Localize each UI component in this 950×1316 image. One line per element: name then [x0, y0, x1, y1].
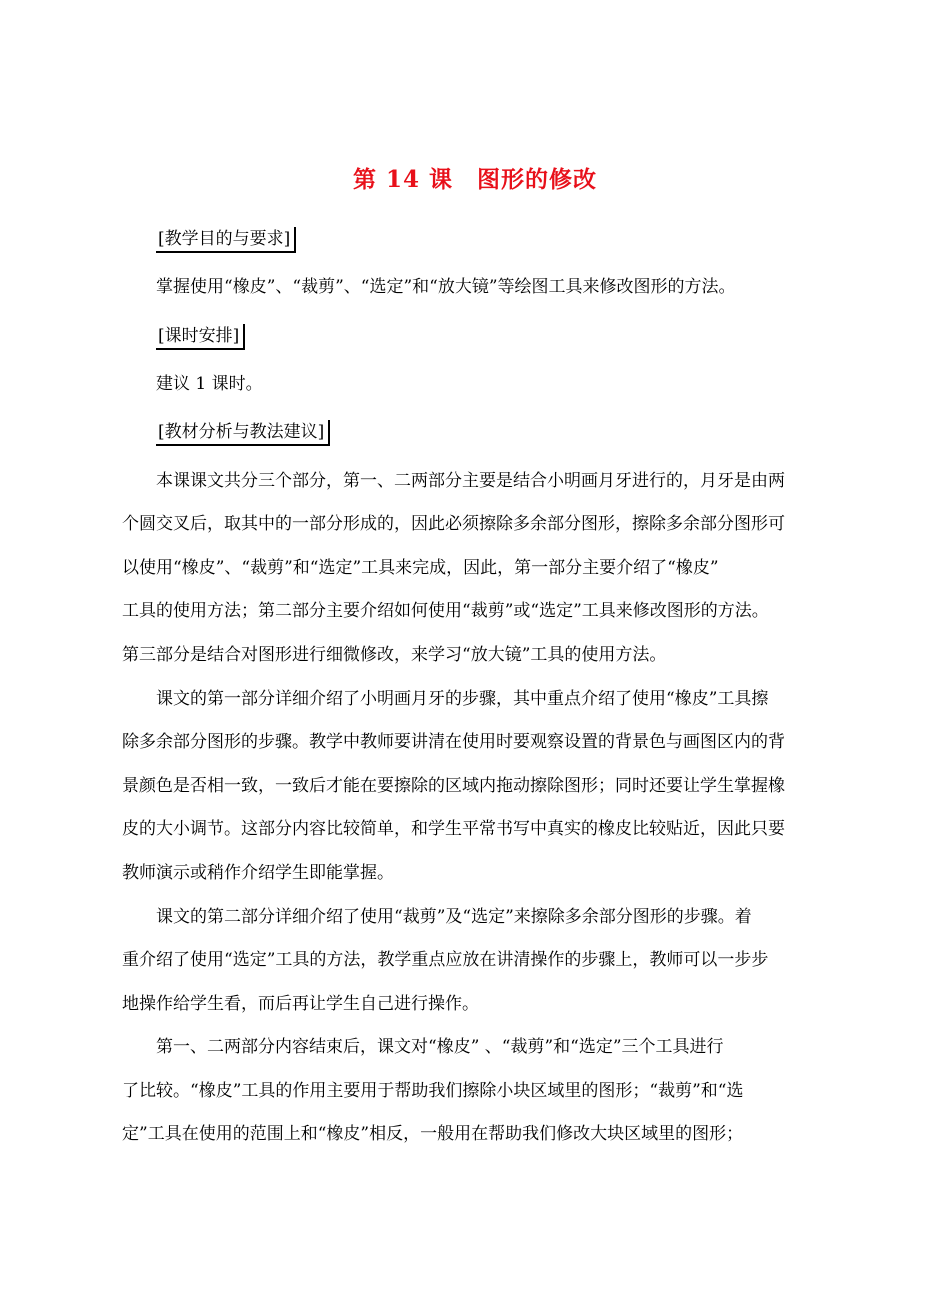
paragraph-line: 皮的大小调节。这部分内容比较简单，和学生平常书写中真实的橡皮比较贴近，因此只要 — [122, 819, 785, 839]
paragraph-line: 景颜色是否相一致，一致后才能在要擦除的区域内拖动擦除图形；同时还要让学生掌握橡 — [122, 776, 785, 796]
paragraph-line: 重介绍了使用“选定”工具的方法，教学重点应放在讲清操作的步骤上，教师可以一步步 — [122, 950, 769, 970]
paragraph-line: 个圆交叉后，取其中的一部分形成的，因此必须擦除多余部分图形，擦除多余部分图形可 — [122, 514, 785, 534]
lesson-title: 第 14 课 图形的修改 — [352, 166, 598, 193]
paragraph-line: 教师演示或稍作介绍学生即能掌握。 — [122, 863, 394, 883]
paragraph-line: 课文的第一部分详细介绍了小明画月牙的步骤，其中重点介绍了使用“橡皮”工具擦 — [156, 689, 769, 709]
paragraph-line: 本课课文共分三个部分，第一、二两部分主要是结合小明画月牙进行的，月牙是由两 — [156, 471, 785, 491]
paragraph-line: 除多余部分图形的步骤。教学中教师要讲清在使用时要观察设置的背景色与画图区内的背 — [122, 732, 785, 752]
paragraph-line: 掌握使用“橡皮”、“裁剪”、“选定”和“放大镜”等绘图工具来修改图形的方法。 — [156, 277, 736, 297]
paragraph-line: 地操作给学生看，而后再让学生自己进行操作。 — [122, 994, 479, 1014]
paragraph-line: 第一、二两部分内容结束后，课文对“橡皮” 、“裁剪”和“选定”三个工具进行 — [156, 1037, 724, 1057]
paragraph-line: 工具的使用方法；第二部分主要介绍如何使用“裁剪”或“选定”工具来修改图形的方法。 — [122, 601, 769, 621]
paragraph-line: 了比较。“橡皮”工具的作用主要用于帮助我们擦除小块区域里的图形；“裁剪”和“选 — [122, 1081, 744, 1101]
paragraph-line: 定”工具在使用的范围上和“橡皮”相反，一般用在帮助我们修改大块区域里的图形； — [122, 1124, 744, 1144]
paragraph-line: 课文的第二部分详细介绍了使用“裁剪”及“选定”来擦除多余部分图形的步骤。着 — [156, 907, 752, 927]
paragraph-line: 第三部分是结合对图形进行细微修改，来学习“放大镜”工具的使用方法。 — [122, 645, 667, 665]
paragraph-line: 建议 1 课时。 — [156, 374, 263, 394]
paragraph-line: 以使用“橡皮”、“裁剪”和“选定”工具来完成，因此，第一部分主要介绍了“橡皮” — [122, 558, 719, 578]
section-label-analysis: [教材分析与教法建议] — [156, 420, 330, 446]
section-label-objectives: [教学目的与要求] — [156, 227, 296, 253]
section-label-schedule: [课时安排] — [156, 324, 245, 350]
